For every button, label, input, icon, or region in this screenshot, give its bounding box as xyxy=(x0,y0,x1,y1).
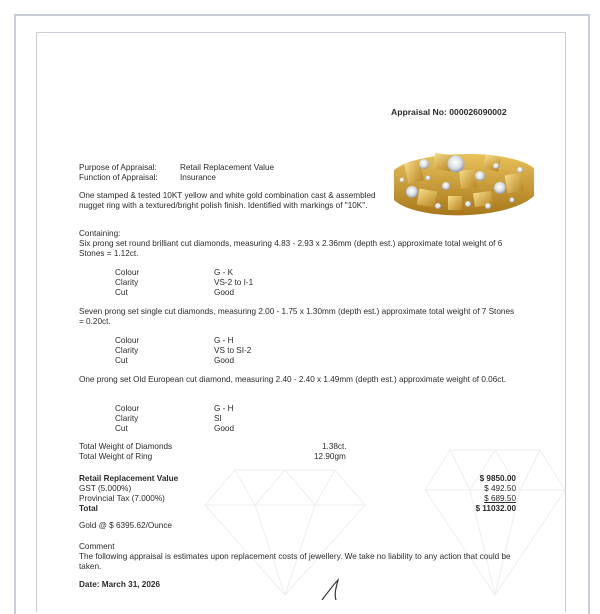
comment-label: Comment xyxy=(79,542,115,551)
stone-group-description: One prong set Old European cut diamond, measuring 2.40 - 2.40 x 1.49mm (depth est.) approximate weight of 0.06ct. xyxy=(79,375,506,384)
spec-value: G - H xyxy=(214,336,234,345)
total-ring-label: Total Weight of Ring xyxy=(79,452,153,461)
spec-label: Clarity xyxy=(115,346,139,355)
purpose-value: Retail Replacement Value xyxy=(180,163,275,172)
provincial-tax-label: Provincial Tax (7.000%) xyxy=(79,494,165,503)
retail-value-label: Retail Replacement Value xyxy=(79,474,179,483)
total-diamonds-label: Total Weight of Diamonds xyxy=(79,442,173,451)
ring-description: One stamped & tested 10KT yellow and white gold combination cast & assembled nugget ring with a textured/bright polish finish. Identified with markings of "10K". xyxy=(79,191,376,210)
purpose-label: Purpose of Appraisal: xyxy=(79,163,157,172)
provincial-tax-amount: $ 689.50 xyxy=(484,494,516,503)
spec-label: Colour xyxy=(115,336,140,345)
ring-photo xyxy=(388,140,538,240)
spec-value: G - K xyxy=(214,268,234,277)
function-label: Function of Appraisal: xyxy=(79,173,158,182)
spec-label: Cut xyxy=(115,288,128,297)
function-value: Insurance xyxy=(180,173,216,182)
spec-value: Good xyxy=(214,424,235,433)
spec-label: Colour xyxy=(115,268,140,277)
spec-label: Cut xyxy=(115,424,128,433)
spec-value: SI xyxy=(214,414,222,423)
spec-label: Clarity xyxy=(115,278,139,287)
signature xyxy=(318,578,358,600)
spec-value: Good xyxy=(214,356,235,365)
spec-label: Colour xyxy=(115,404,140,413)
total-ring-value: 12.90gm xyxy=(314,452,346,461)
gst-label: GST (5.000%) xyxy=(79,484,132,493)
total-amount: $ 11032.00 xyxy=(475,504,516,513)
gold-price: Gold @ $ 6395.62/Ounce xyxy=(79,521,172,530)
spec-label: Cut xyxy=(115,356,128,365)
containing-label: Containing: xyxy=(79,229,121,238)
comment-text: The following appraisal is estimates upon replacement costs of jewellery. We take no liability to any action that could be taken. xyxy=(79,552,511,571)
appraisal-date: Date: March 31, 2026 xyxy=(79,580,161,589)
spec-value: VS to SI-2 xyxy=(214,346,252,355)
spec-value: VS-2 to I-1 xyxy=(214,278,254,287)
spec-value: G - H xyxy=(214,404,234,413)
spec-value: Good xyxy=(214,288,235,297)
total-label: Total xyxy=(79,504,98,513)
total-diamonds-value: 1.38ct. xyxy=(322,442,347,451)
stone-group-description: Six prong set round brilliant cut diamonds, measuring 4.83 - 2.93 x 2.36mm (depth est.) approximate total weight of 6 Stones = 1.12ct. xyxy=(79,239,503,258)
stone-group-description: Seven prong set single cut diamonds, measuring 2.00 - 1.75 x 1.30mm (depth est.) approximate total weight of 7 Stones = 0.20ct. xyxy=(79,307,515,326)
gst-amount: $ 492.50 xyxy=(484,484,516,493)
appraisal-number: Appraisal No: 000026090002 xyxy=(391,107,507,117)
retail-value-amount: $ 9850.00 xyxy=(479,474,516,483)
spec-label: Clarity xyxy=(115,414,139,423)
